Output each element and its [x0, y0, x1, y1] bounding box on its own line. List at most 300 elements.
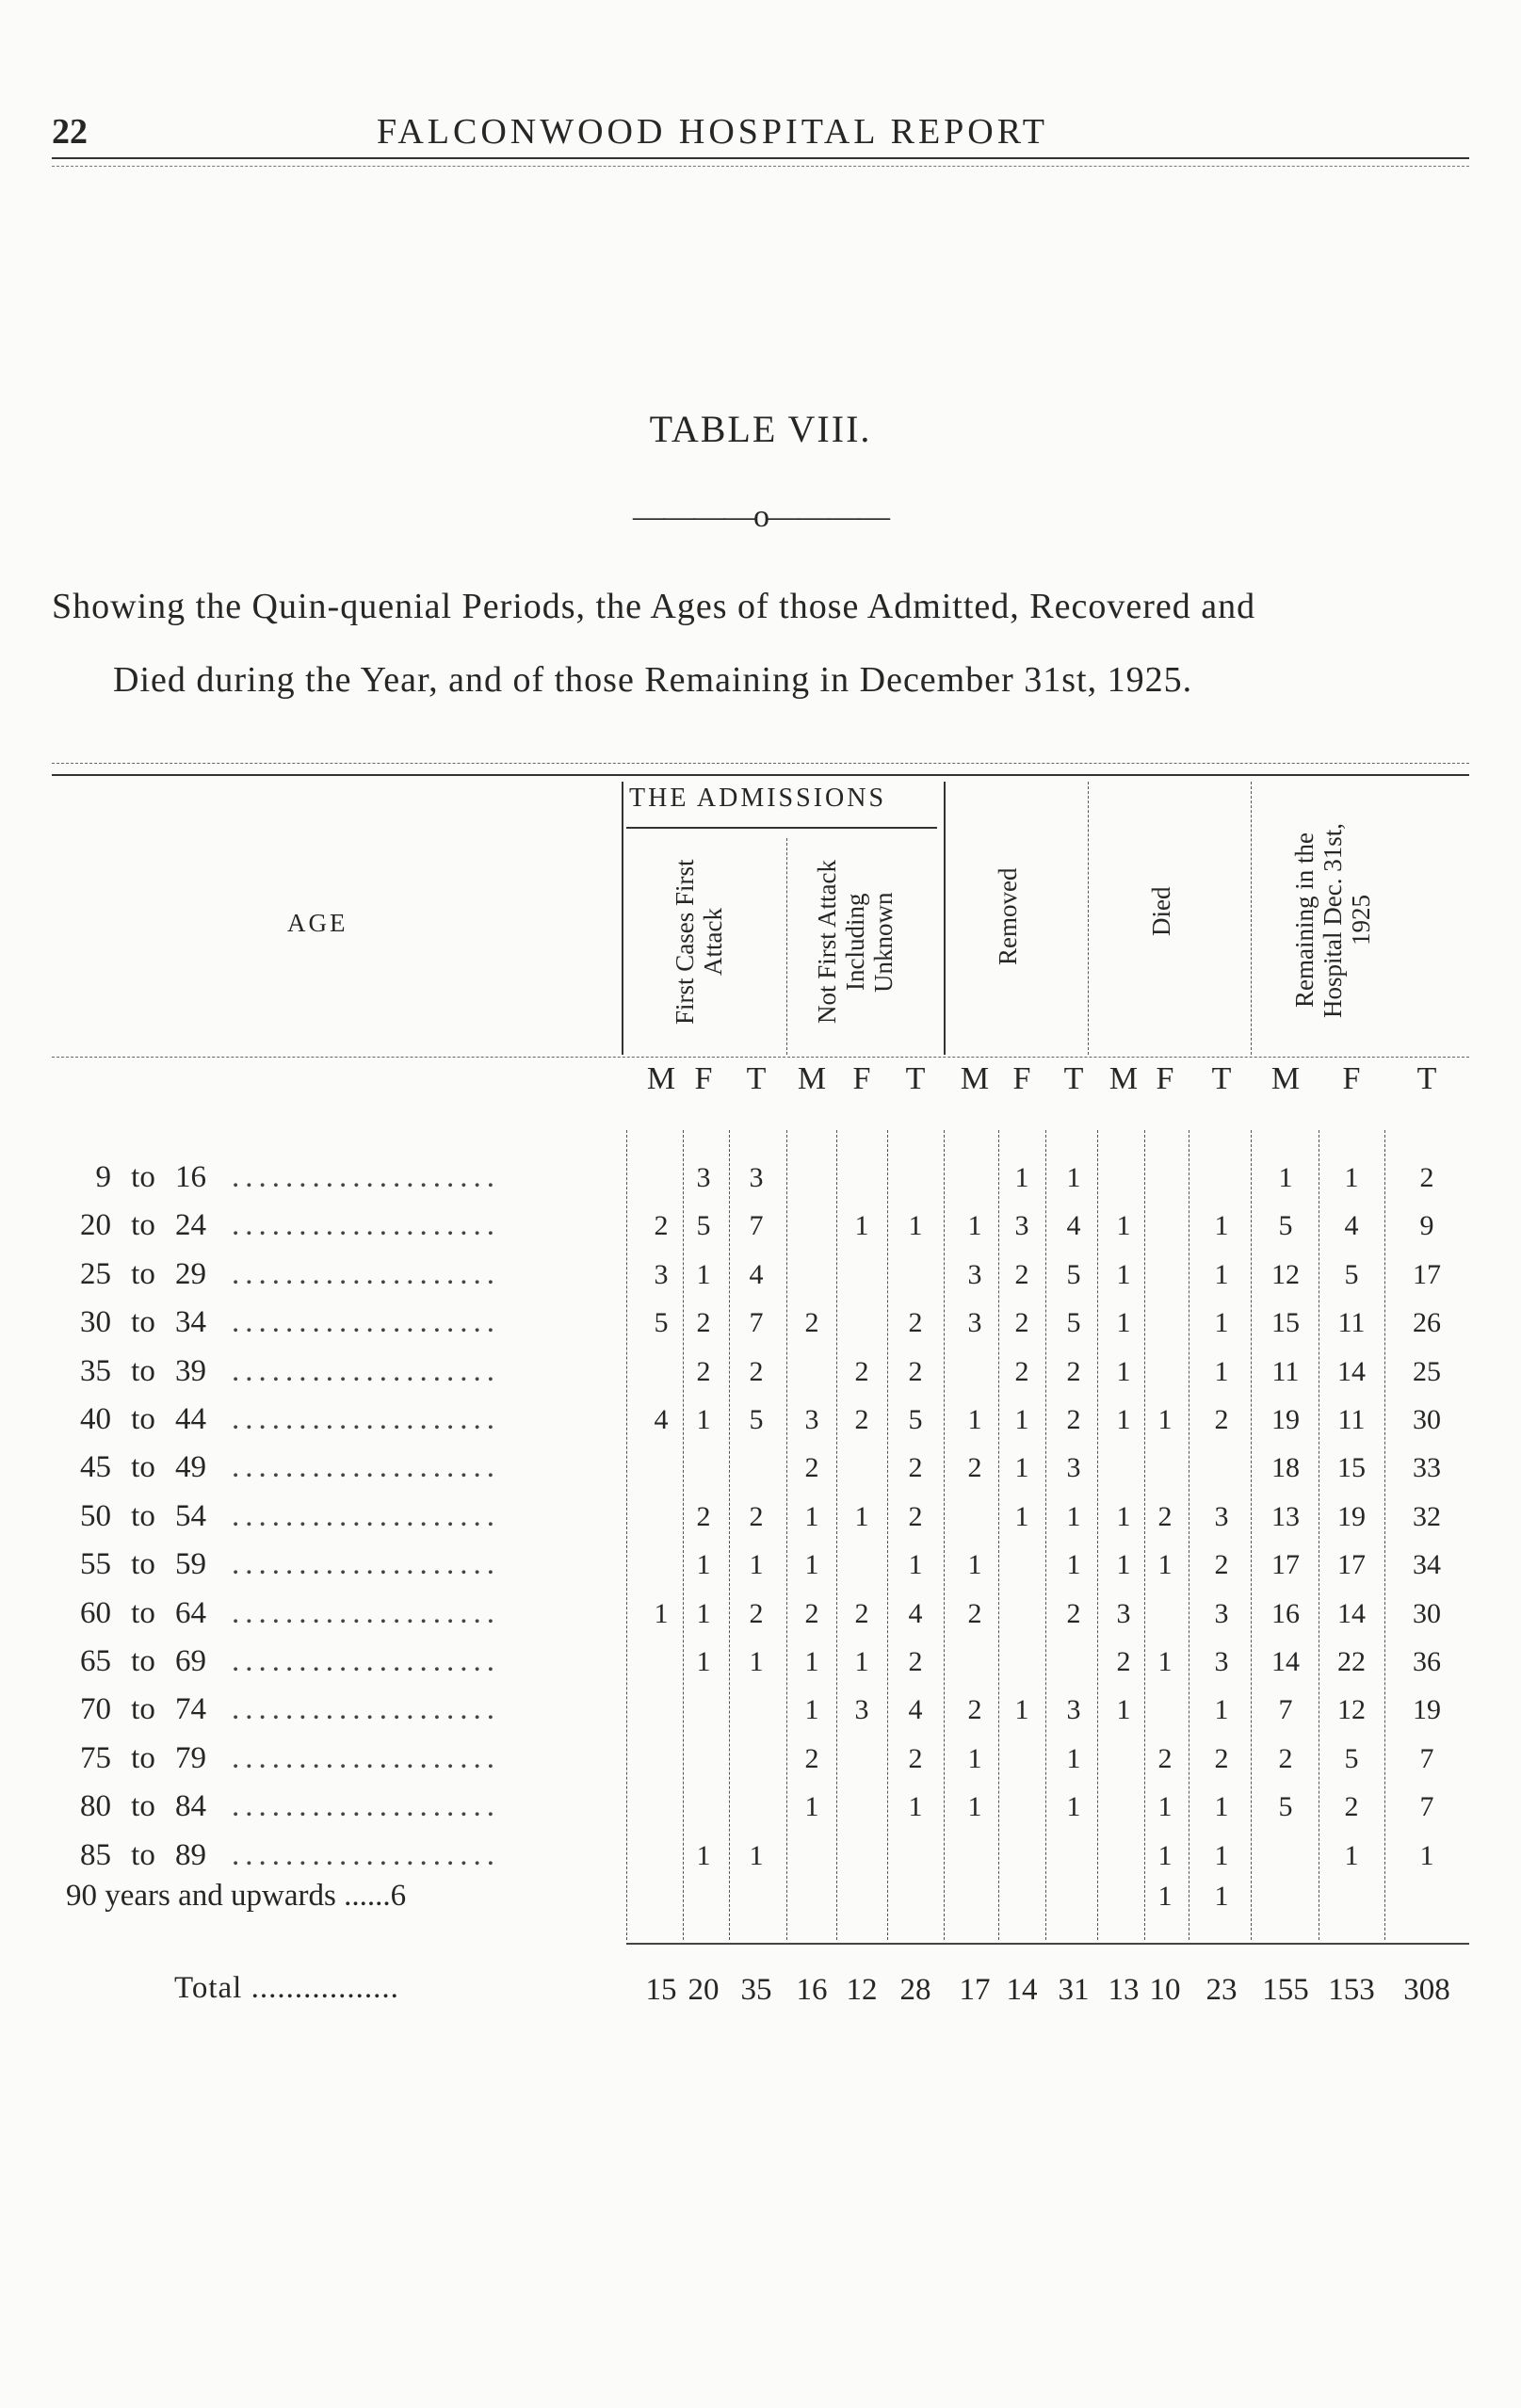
table-cell: 4 — [749, 1258, 764, 1290]
table-cell: 2 — [804, 1597, 819, 1629]
cell-divider — [1384, 1130, 1385, 1940]
subheader-m: M — [960, 1061, 990, 1096]
table-cell: 1 — [696, 1404, 711, 1435]
table-cell: 1 — [1014, 1694, 1029, 1726]
table-top-rule-dashed — [52, 763, 1469, 764]
table-cell: 2 — [654, 1210, 669, 1242]
column-divider — [1088, 782, 1089, 1055]
table-cell: 4 — [1344, 1210, 1359, 1242]
subheader-f: F — [694, 1061, 713, 1096]
age-upper: 84 — [175, 1789, 206, 1824]
table-cell: 4 — [908, 1597, 923, 1629]
age-from: 9 — [95, 1160, 111, 1194]
total-cell: 20 — [688, 1973, 720, 2007]
table-cell: 5 — [749, 1404, 764, 1435]
table-cell: 1 — [967, 1549, 982, 1581]
age-to-word: to — [131, 1692, 155, 1727]
table-cell: 1 — [1344, 1839, 1359, 1871]
table-cell: 2 — [696, 1307, 711, 1339]
table-cell: 30 — [1413, 1597, 1441, 1629]
table-cell: 7 — [1419, 1791, 1434, 1823]
age-from: 80 — [80, 1789, 111, 1824]
ornament-divider: ————o———— — [633, 499, 888, 534]
table-cell: 2 — [696, 1500, 711, 1532]
table-cell: 1 — [908, 1549, 923, 1581]
header-rule-dashed — [52, 166, 1469, 167]
subheader-m: M — [1270, 1061, 1301, 1096]
age-upper: 49 — [175, 1450, 206, 1485]
total-cell: 14 — [1006, 1973, 1038, 2007]
table-cell: 4 — [654, 1404, 669, 1435]
table-cell: 3 — [1214, 1597, 1229, 1629]
table-cell: 5 — [696, 1210, 711, 1242]
age-range-label — [66, 1692, 500, 1727]
admissions-underline — [626, 827, 937, 829]
age-upper: 89 — [175, 1837, 206, 1872]
table-cell: 2 — [696, 1355, 711, 1387]
table-cell: 1 — [749, 1549, 764, 1581]
age-from: 60 — [80, 1595, 111, 1630]
age-to-word: to — [131, 1498, 155, 1533]
leader-dots: .................... — [232, 1498, 500, 1533]
table-cell: 2 — [1157, 1742, 1173, 1774]
table-cell: 11 — [1337, 1404, 1366, 1435]
remaining-header: Remaining in the Hospital Dec. 31st, 1925 — [1290, 823, 1375, 1018]
age-upper: 34 — [175, 1305, 206, 1340]
totals-top-rule — [626, 1943, 1469, 1952]
table-cell: 2 — [749, 1500, 764, 1532]
subheader-t: T — [746, 1061, 767, 1096]
removed-header: Removed — [994, 867, 1022, 965]
table-cell: 1 — [696, 1258, 711, 1290]
age-from: 55 — [80, 1547, 111, 1582]
table-cell: 17 — [1413, 1258, 1441, 1290]
table-cell: 1 — [1014, 1162, 1029, 1193]
table-cell: 1 — [1066, 1500, 1081, 1532]
table-cell: 2 — [1214, 1742, 1229, 1774]
table-cell: 2 — [908, 1500, 923, 1532]
table-cell: 2 — [1344, 1791, 1359, 1823]
age-upper: 74 — [175, 1692, 206, 1727]
total-cell: 17 — [959, 1973, 991, 2007]
table-cell: 26 — [1413, 1307, 1441, 1339]
leader-dots: .................... — [232, 1402, 500, 1436]
age-to-word: to — [131, 1305, 155, 1340]
table-cell: 2 — [1157, 1500, 1173, 1532]
table-cell: 1 — [1066, 1742, 1081, 1774]
leader-dots: .................... — [232, 1740, 500, 1775]
table-cell: 1 — [1066, 1162, 1081, 1193]
cell-divider — [1045, 1130, 1046, 1940]
table-cell: 2 — [1014, 1258, 1029, 1290]
table-cell: 1 — [1066, 1791, 1081, 1823]
total-cell: 35 — [740, 1973, 772, 2007]
age-to-word: to — [131, 1740, 155, 1775]
table-cell: 11 — [1337, 1307, 1366, 1339]
table-cell: 2 — [1116, 1646, 1131, 1677]
age-from: 85 — [80, 1837, 111, 1872]
age-from: 25 — [80, 1256, 111, 1291]
subheader-t: T — [1211, 1061, 1232, 1096]
age-range-label — [66, 1644, 500, 1679]
table-cell: 1 — [1214, 1355, 1229, 1387]
table-cell: 3 — [1066, 1452, 1081, 1484]
table-cell: 1 — [1116, 1549, 1131, 1581]
table-cell: 1 — [967, 1742, 982, 1774]
age-range-label — [66, 1305, 500, 1340]
description-line-2: Died during the Year, and of those Remaining in December 31st, 1925. — [113, 660, 1193, 700]
table-cell: 1 — [1157, 1839, 1173, 1871]
age-to-word: to — [131, 1595, 155, 1630]
table-cell: 2 — [854, 1355, 869, 1387]
age-from: 45 — [80, 1450, 111, 1485]
table-cell: 5 — [654, 1307, 669, 1339]
total-cell: 12 — [846, 1973, 878, 2007]
table-cell: 12 — [1337, 1694, 1366, 1726]
table-cell: 5 — [908, 1404, 923, 1435]
table-cell: 19 — [1271, 1404, 1300, 1435]
age-to-word: to — [131, 1256, 155, 1291]
table-cell: 2 — [1014, 1307, 1029, 1339]
table-cell: 3 — [1214, 1646, 1229, 1677]
table-cell: 7 — [749, 1307, 764, 1339]
table-cell: 2 — [1419, 1162, 1434, 1193]
table-cell: 2 — [1214, 1404, 1229, 1435]
subheader-m: M — [797, 1061, 827, 1096]
table-cell: 9 — [1419, 1210, 1434, 1242]
died-header: Died — [1147, 886, 1175, 937]
last-row-label: 90 years and upwards ......6 — [66, 1879, 407, 1913]
table-cell: 5 — [1344, 1258, 1359, 1290]
age-upper: 79 — [175, 1740, 206, 1775]
table-cell: 3 — [1214, 1500, 1229, 1532]
table-cell: 1 — [1014, 1404, 1029, 1435]
cell-divider — [944, 1130, 945, 1940]
subheader-t: T — [1416, 1061, 1437, 1096]
table-cell: 1 — [654, 1597, 669, 1629]
subheader-f: F — [1342, 1061, 1361, 1096]
table-cell: 7 — [749, 1210, 764, 1242]
total-cell: 23 — [1205, 1973, 1238, 2007]
leader-dots: .................... — [232, 1305, 500, 1340]
table-cell: 14 — [1271, 1646, 1300, 1677]
table-cell: 1 — [1014, 1452, 1029, 1484]
table-cell: 25 — [1413, 1355, 1441, 1387]
age-upper: 29 — [175, 1256, 206, 1291]
table-cell: 1 — [1419, 1839, 1434, 1871]
leader-dots: .................... — [232, 1353, 500, 1388]
age-to-word: to — [131, 1644, 155, 1678]
age-from: 75 — [80, 1740, 111, 1775]
table-cell: 5 — [1278, 1791, 1293, 1823]
table-cell: 2 — [804, 1742, 819, 1774]
leader-dots: .................... — [232, 1256, 500, 1291]
subheader-m: M — [1108, 1061, 1139, 1096]
table-cell: 22 — [1337, 1646, 1366, 1677]
table-cell: 30 — [1413, 1404, 1441, 1435]
table-cell: 3 — [804, 1404, 819, 1435]
table-cell: 1 — [1116, 1210, 1131, 1242]
total-cell: 15 — [645, 1973, 677, 2007]
table-cell: 1 — [854, 1646, 869, 1677]
table-cell: 2 — [854, 1404, 869, 1435]
age-to-word: to — [131, 1547, 155, 1582]
admissions-header: THE ADMISSIONS — [629, 784, 887, 813]
table-cell: 1 — [1157, 1881, 1173, 1912]
table-cell: 3 — [654, 1258, 669, 1290]
age-upper: 69 — [175, 1644, 206, 1678]
table-cell: 2 — [967, 1597, 982, 1629]
table-cell: 16 — [1271, 1597, 1300, 1629]
table-cell: 2 — [1066, 1404, 1081, 1435]
table-top-rule — [52, 774, 1469, 776]
table-cell: 1 — [1278, 1162, 1293, 1193]
table-cell: 2 — [804, 1452, 819, 1484]
age-range-label — [66, 1789, 500, 1824]
age-range-label — [66, 1838, 500, 1873]
table-cell: 1 — [1157, 1404, 1173, 1435]
table-subheader-rule — [52, 1057, 1469, 1058]
age-upper: 54 — [175, 1498, 206, 1533]
column-divider — [1251, 782, 1252, 1055]
age-to-word: to — [131, 1208, 155, 1243]
leader-dots: .................... — [232, 1837, 500, 1872]
leader-dots: .................... — [232, 1208, 500, 1243]
age-upper: 24 — [175, 1208, 206, 1243]
table-cell: 5 — [1066, 1258, 1081, 1290]
leader-dots: .................... — [232, 1644, 500, 1678]
age-upper: 64 — [175, 1595, 206, 1630]
table-cell: 15 — [1337, 1452, 1366, 1484]
description-line-1: Showing the Quin-quenial Periods, the Ages of those Admitted, Recovered and — [52, 587, 1256, 626]
age-to-word: to — [131, 1837, 155, 1872]
table-cell: 2 — [749, 1355, 764, 1387]
table-cell: 1 — [749, 1839, 764, 1871]
table-cell: 2 — [967, 1452, 982, 1484]
age-from: 35 — [80, 1353, 111, 1388]
table-cell: 1 — [1214, 1694, 1229, 1726]
table-cell: 1 — [1214, 1839, 1229, 1871]
table-cell: 2 — [1066, 1355, 1081, 1387]
age-range-label — [66, 1450, 500, 1485]
table-cell: 1 — [854, 1210, 869, 1242]
table-cell: 3 — [1014, 1210, 1029, 1242]
table-cell: 14 — [1337, 1597, 1366, 1629]
age-range-label — [66, 1596, 500, 1631]
cell-divider — [626, 1130, 627, 1940]
table-cell: 1 — [1214, 1258, 1229, 1290]
page-number: 22 — [52, 112, 88, 152]
table-cell: 2 — [1214, 1549, 1229, 1581]
leader-dots: .................... — [232, 1450, 500, 1485]
table-cell: 1 — [804, 1500, 819, 1532]
table-cell: 1 — [1214, 1210, 1229, 1242]
table-cell: 1 — [1116, 1694, 1131, 1726]
table-cell: 2 — [1066, 1597, 1081, 1629]
table-cell: 17 — [1271, 1549, 1300, 1581]
cell-divider — [729, 1130, 730, 1940]
table-cell: 1 — [1214, 1791, 1229, 1823]
table-cell: 1 — [1157, 1646, 1173, 1677]
age-range-label — [66, 1354, 500, 1389]
leader-dots: .................... — [232, 1789, 500, 1824]
total-cell: 153 — [1328, 1973, 1375, 2007]
age-to-word: to — [131, 1789, 155, 1824]
table-cell: 36 — [1413, 1646, 1441, 1677]
age-range-label — [66, 1741, 500, 1776]
table-cell: 1 — [1116, 1355, 1131, 1387]
age-range-label — [66, 1402, 500, 1437]
age-to-word: to — [131, 1160, 155, 1194]
table-cell: 5 — [1344, 1742, 1359, 1774]
column-divider — [944, 782, 946, 1055]
table-cell: 1 — [1214, 1881, 1229, 1912]
table-cell: 5 — [1278, 1210, 1293, 1242]
total-cell: 155 — [1262, 1973, 1309, 2007]
table-cell: 1 — [1214, 1307, 1229, 1339]
table-cell: 1 — [908, 1210, 923, 1242]
table-cell: 3 — [967, 1258, 982, 1290]
table-cell: 15 — [1271, 1307, 1300, 1339]
total-cell: 13 — [1108, 1973, 1140, 2007]
age-to-word: to — [131, 1353, 155, 1388]
table-cell: 3 — [967, 1307, 982, 1339]
total-cell: 308 — [1403, 1973, 1450, 2007]
table-cell: 33 — [1413, 1452, 1441, 1484]
table-cell: 2 — [749, 1597, 764, 1629]
table-cell: 7 — [1278, 1694, 1293, 1726]
table-cell: 19 — [1337, 1500, 1366, 1532]
table-cell: 1 — [854, 1500, 869, 1532]
age-upper: 39 — [175, 1353, 206, 1388]
table-cell: 1 — [1116, 1500, 1131, 1532]
table-cell: 17 — [1337, 1549, 1366, 1581]
subheader-m: M — [646, 1061, 676, 1096]
table-cell: 1 — [696, 1646, 711, 1677]
subheader-t: T — [905, 1061, 926, 1096]
column-divider — [786, 838, 787, 1055]
not-first-attack-header: Not First Attack Including Unknown — [813, 860, 898, 1025]
leader-dots: .................... — [232, 1160, 500, 1194]
table-cell: 32 — [1413, 1500, 1441, 1532]
total-cell: 16 — [796, 1973, 828, 2007]
total-row-label: Total ................. — [174, 1971, 399, 2005]
table-cell: 5 — [1066, 1307, 1081, 1339]
table-cell: 2 — [908, 1307, 923, 1339]
table-cell: 12 — [1271, 1258, 1300, 1290]
total-cell: 28 — [899, 1973, 931, 2007]
table-cell: 3 — [854, 1694, 869, 1726]
table-cell: 1 — [1116, 1258, 1131, 1290]
table-cell: 2 — [908, 1646, 923, 1677]
table-cell: 3 — [1066, 1694, 1081, 1726]
column-divider — [622, 782, 623, 1055]
table-cell: 2 — [854, 1597, 869, 1629]
table-cell: 2 — [908, 1355, 923, 1387]
table-cell: 13 — [1271, 1500, 1300, 1532]
subheader-f: F — [1156, 1061, 1174, 1096]
table-cell: 2 — [1014, 1355, 1029, 1387]
age-range-label — [66, 1160, 500, 1195]
table-cell: 1 — [967, 1210, 982, 1242]
age-range-label — [66, 1208, 500, 1243]
table-cell: 1 — [908, 1791, 923, 1823]
age-from: 40 — [80, 1402, 111, 1436]
age-to-word: to — [131, 1402, 155, 1436]
table-cell: 1 — [804, 1791, 819, 1823]
table-cell: 4 — [1066, 1210, 1081, 1242]
table-cell: 1 — [1066, 1549, 1081, 1581]
table-cell: 1 — [749, 1646, 764, 1677]
first-cases-header: First Cases First Attack — [671, 859, 727, 1026]
table-cell: 2 — [908, 1452, 923, 1484]
age-range-label — [66, 1547, 500, 1582]
table-cell: 1 — [1157, 1549, 1173, 1581]
age-from: 70 — [80, 1692, 111, 1727]
leader-dots: .................... — [232, 1595, 500, 1630]
age-range-label — [66, 1499, 500, 1534]
table-cell: 2 — [804, 1307, 819, 1339]
table-title: TABLE VIII. — [649, 408, 872, 450]
table-cell: 1 — [1116, 1404, 1131, 1435]
table-cell: 1 — [967, 1791, 982, 1823]
age-range-label — [66, 1257, 500, 1292]
table-cell: 1 — [696, 1839, 711, 1871]
age-from: 20 — [80, 1208, 111, 1243]
table-cell: 3 — [1116, 1597, 1131, 1629]
table-cell: 1 — [1344, 1162, 1359, 1193]
age-column-header: AGE — [287, 909, 348, 937]
table-cell: 14 — [1337, 1355, 1366, 1387]
age-from: 30 — [80, 1305, 111, 1340]
table-cell: 3 — [749, 1162, 764, 1193]
leader-dots: .................... — [232, 1692, 500, 1727]
table-cell: 19 — [1413, 1694, 1441, 1726]
table-cell: 1 — [1157, 1791, 1173, 1823]
table-cell: 2 — [908, 1742, 923, 1774]
table-cell: 2 — [967, 1694, 982, 1726]
cell-divider — [683, 1130, 684, 1940]
table-cell: 1 — [696, 1549, 711, 1581]
subheader-t: T — [1063, 1061, 1084, 1096]
table-cell: 3 — [696, 1162, 711, 1193]
table-cell: 1 — [804, 1646, 819, 1677]
table-cell: 1 — [1014, 1500, 1029, 1532]
age-upper: 59 — [175, 1547, 206, 1582]
age-to-word: to — [131, 1450, 155, 1485]
table-cell: 1 — [967, 1404, 982, 1435]
cell-divider — [1251, 1130, 1252, 1940]
age-from: 50 — [80, 1498, 111, 1533]
total-cell: 31 — [1058, 1973, 1090, 2007]
subheader-f: F — [852, 1061, 871, 1096]
table-cell: 1 — [696, 1597, 711, 1629]
table-cell: 7 — [1419, 1742, 1434, 1774]
running-head: FALCONWOOD HOSPITAL REPORT — [377, 112, 1049, 152]
table-cell: 2 — [1278, 1742, 1293, 1774]
age-upper: 44 — [175, 1402, 206, 1436]
table-cell: 1 — [804, 1694, 819, 1726]
cell-divider — [887, 1130, 888, 1940]
table-cell: 18 — [1271, 1452, 1300, 1484]
table-cell: 4 — [908, 1694, 923, 1726]
age-from: 65 — [80, 1644, 111, 1678]
table-cell: 1 — [1116, 1307, 1131, 1339]
header-rule — [52, 157, 1469, 159]
age-upper: 16 — [175, 1160, 206, 1194]
table-cell: 34 — [1413, 1549, 1441, 1581]
subheader-f: F — [1012, 1061, 1031, 1096]
